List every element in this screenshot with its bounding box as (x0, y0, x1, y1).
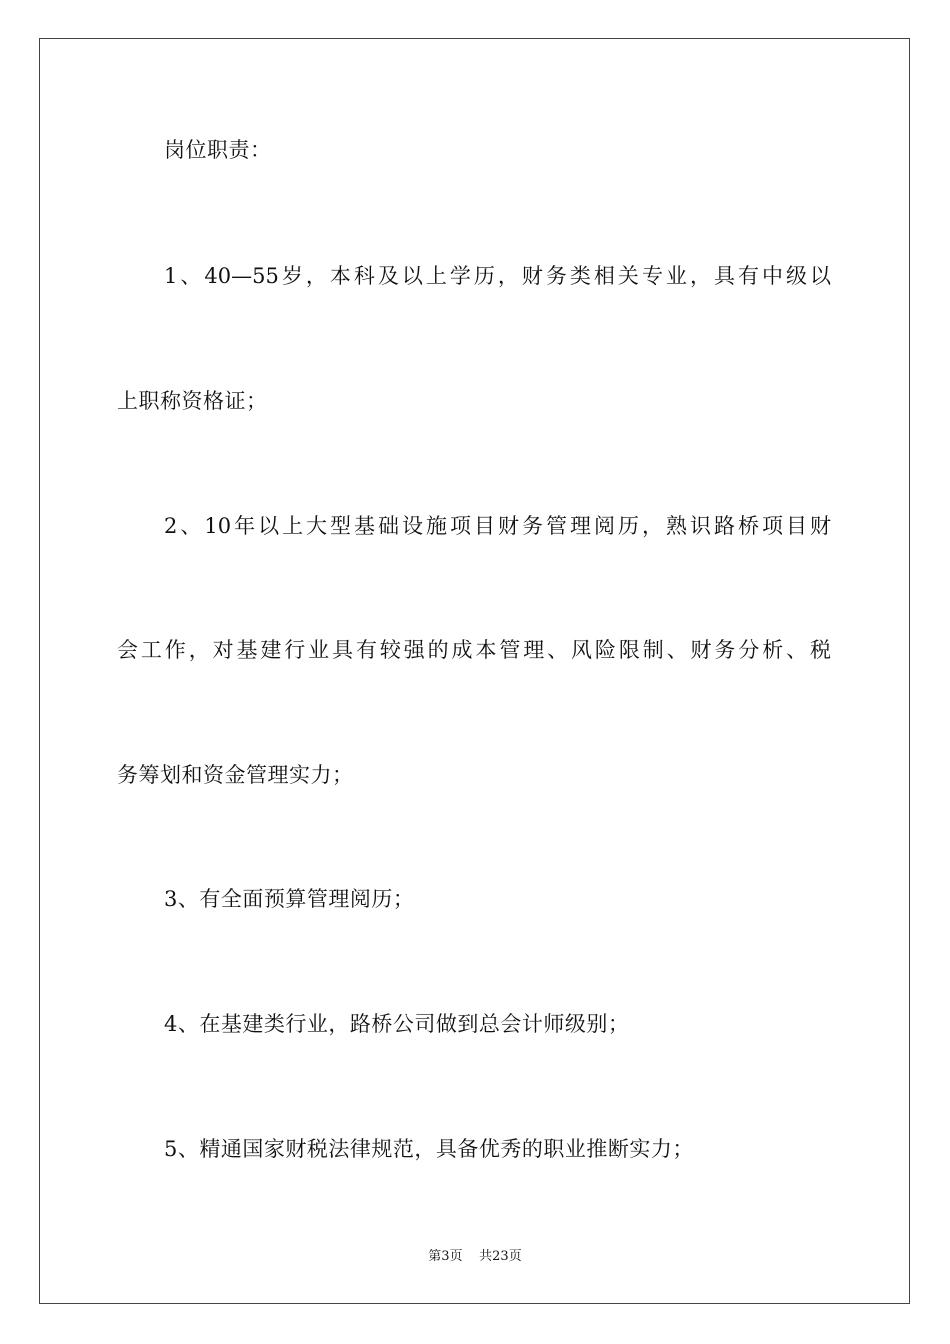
requirement-4: 4、在基建类行业，路桥公司做到总会计师级别； (164, 1012, 630, 1036)
footer-current-suffix: 页 (449, 1249, 463, 1264)
requirement-1-line-1: 1、40—55岁，本科及以上学历，财务类相关专业，具有中级以 (164, 264, 831, 288)
requirement-1-line-2: 上职称资格证； (117, 389, 268, 413)
requirement-2-line-2: 会工作，对基建行业具有较强的成本管理、风险限制、财务分析、税 (117, 638, 831, 662)
footer-current-page: 3 (441, 1249, 450, 1264)
page-frame (39, 38, 910, 1304)
requirement-2-line-1: 2、10年以上大型基础设施项目财务管理阅历，熟识路桥项目财 (164, 514, 831, 538)
footer-total-pages: 23 (492, 1249, 509, 1264)
footer-total-prefix: 共 (479, 1249, 493, 1264)
requirement-5: 5、精通国家财税法律规范，具备优秀的职业推断实力； (164, 1137, 694, 1161)
footer-total-suffix: 页 (508, 1249, 522, 1264)
section-heading: 岗位职责： (164, 138, 272, 162)
requirement-3: 3、有全面预算管理阅历； (164, 887, 415, 911)
requirement-2-line-3: 务筹划和资金管理实力； (117, 763, 354, 787)
footer-current-prefix: 第 (428, 1249, 442, 1264)
page-footer (0, 1249, 950, 1265)
